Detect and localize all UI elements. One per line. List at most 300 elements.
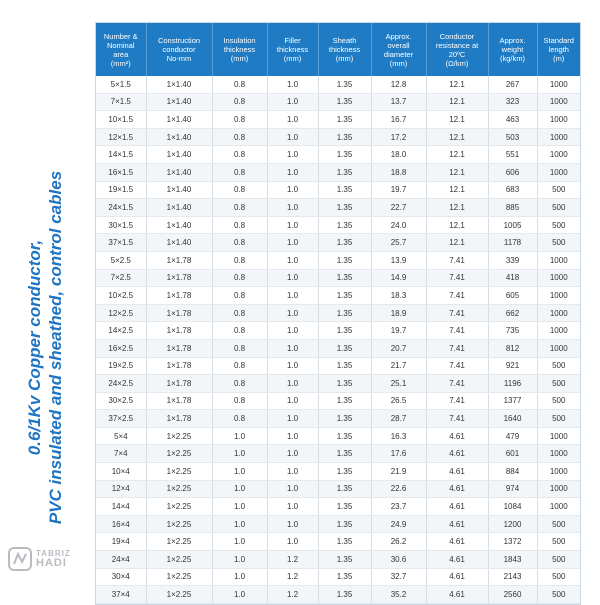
logo [8,545,88,573]
table-cell: 7.41 [426,339,488,357]
column-header-line: area [113,49,129,59]
table-cell: 0.8 [212,322,267,340]
table-cell: 1.35 [318,357,371,375]
column-header [318,23,371,76]
table-cell: 37×2.5 [96,410,146,428]
table-cell: 1.0 [267,146,318,164]
table-cell: 10×1.5 [96,111,146,129]
table-row [96,568,580,586]
table-cell: 1640 [488,410,537,428]
table-cell: 1×2.25 [146,445,212,463]
table-cell: 479 [488,427,537,445]
table-cell: 1000 [537,304,580,322]
table-cell: 1×1.40 [146,234,212,252]
table-cell: 1000 [537,269,580,287]
column-header [488,23,537,76]
table-cell: 1×2.25 [146,533,212,551]
table-cell: 1×1.78 [146,375,212,393]
table-cell: 4.61 [426,568,488,586]
table-cell: 7.41 [426,375,488,393]
table-cell: 12.1 [426,76,488,93]
table-cell: 1000 [537,111,580,129]
table-cell: 1000 [537,93,580,111]
table-cell: 1.35 [318,551,371,569]
table-cell: 812 [488,339,537,357]
table-cell: 339 [488,251,537,269]
table-cell: 12×1.5 [96,128,146,146]
table-cell: 1005 [488,216,537,234]
table-cell: 1.0 [267,322,318,340]
table-cell: 1.0 [267,76,318,93]
table-cell: 21.9 [371,463,426,481]
table-cell: 1.0 [267,163,318,181]
table-cell: 1.0 [212,533,267,551]
table-cell: 500 [537,181,580,199]
table-cell: 1×2.25 [146,568,212,586]
table-cell: 500 [537,199,580,217]
table-cell: 1000 [537,445,580,463]
column-header-line: No-mm [166,54,192,63]
table-cell: 1×1.40 [146,163,212,181]
table-cell: 1×1.40 [146,146,212,164]
column-header-line: Standard [543,36,574,45]
table-cell: 1×2.25 [146,515,212,533]
column-header [267,23,318,76]
table-cell: 1.35 [318,339,371,357]
table-cell: 18.0 [371,146,426,164]
table-cell: 1×1.78 [146,269,212,287]
table-row [96,269,580,287]
table-body [96,76,580,603]
table-cell: 1.0 [212,568,267,586]
table-row [96,163,580,181]
column-header-line: thickness [328,45,361,54]
table-cell: 500 [537,392,580,410]
table-row [96,515,580,533]
column-header [426,23,488,76]
table-cell: 4.61 [426,515,488,533]
table-cell: 0.8 [212,181,267,199]
table-cell: 1.35 [318,76,371,93]
table-cell: 21.7 [371,357,426,375]
table-cell: 1178 [488,234,537,252]
table-cell: 1×1.78 [146,322,212,340]
table-cell: 662 [488,304,537,322]
table-cell: 1000 [537,322,580,340]
column-header-line: Number & [103,31,138,41]
table-cell: 1.35 [318,304,371,322]
column-header-line: (mm) [283,54,302,63]
table-cell: 5×4 [96,427,146,445]
table-cell: 18.3 [371,287,426,305]
table-cell: 7.41 [426,392,488,410]
table-cell: 18.9 [371,304,426,322]
table-cell: 0.8 [212,410,267,428]
table-cell: 16×1.5 [96,163,146,181]
table-cell: 500 [537,568,580,586]
table-cell: 1×1.78 [146,357,212,375]
column-header-line: thickness [276,45,309,54]
table-cell: 1×1.78 [146,251,212,269]
table-row [96,93,580,111]
column-header [537,23,580,76]
table-cell: 10×2.5 [96,287,146,305]
column-header-line: Sheath [332,36,357,45]
table-cell: 500 [537,551,580,569]
table-cell: 1×2.25 [146,463,212,481]
table-cell: 25.1 [371,375,426,393]
table-cell: 1×1.40 [146,111,212,129]
table-cell: 735 [488,322,537,340]
table-cell: 1196 [488,375,537,393]
table-cell: 14×2.5 [96,322,146,340]
table-cell: 463 [488,111,537,129]
table-cell: 12.1 [426,234,488,252]
table-cell: 24×2.5 [96,375,146,393]
table-cell: 0.8 [212,93,267,111]
table-cell: 500 [537,357,580,375]
table-cell: 1084 [488,498,537,516]
table-cell: 19×2.5 [96,357,146,375]
column-header-line: Approx. [499,36,526,45]
table-cell: 500 [537,515,580,533]
table-cell: 1.2 [267,568,318,586]
table-row [96,463,580,481]
table-cell: 1.35 [318,269,371,287]
table-cell: 35.2 [371,586,426,604]
table-cell: 1.0 [267,515,318,533]
table-cell: 1.35 [318,128,371,146]
table-cell: 551 [488,146,537,164]
table-cell: 884 [488,463,537,481]
column-header-line: (mm) [389,58,408,68]
table-cell: 0.8 [212,163,267,181]
table-cell: 418 [488,269,537,287]
table-cell: 1000 [537,287,580,305]
table-row [96,339,580,357]
table-cell: 1372 [488,533,537,551]
table-cell: 1.35 [318,163,371,181]
table-cell: 1.0 [267,111,318,129]
table-row [96,304,580,322]
table-cell: 1.35 [318,498,371,516]
table-cell: 24.9 [371,515,426,533]
table-cell: 1×2.25 [146,498,212,516]
table-cell: 1.35 [318,515,371,533]
table-cell: 4.61 [426,463,488,481]
table-cell: 1.0 [267,93,318,111]
table-cell: 1×1.40 [146,181,212,199]
table-cell: 16.7 [371,111,426,129]
table-cell: 1000 [537,339,580,357]
table-cell: 500 [537,234,580,252]
table-cell: 500 [537,533,580,551]
table-cell: 1.0 [267,128,318,146]
table-cell: 1×1.40 [146,76,212,93]
table-cell: 1.35 [318,463,371,481]
column-header-line: (mm²) [110,58,131,68]
table-cell: 12.1 [426,93,488,111]
side-title-line2: PVC insulated and sheathed, control cables [46,170,65,525]
table-cell: 500 [537,375,580,393]
table-cell: 1.0 [267,375,318,393]
table-cell: 1.35 [318,199,371,217]
column-header-line: Approx. [385,31,412,41]
table-row [96,111,580,129]
table-cell: 1.0 [267,410,318,428]
table-cell: 20.7 [371,339,426,357]
table-cell: 0.8 [212,304,267,322]
table-cell: 1.0 [267,269,318,287]
table-cell: 1.35 [318,251,371,269]
table-row [96,146,580,164]
table-cell: 1×2.25 [146,480,212,498]
table-cell: 1.0 [267,216,318,234]
column-header-line: Conductor [439,31,475,41]
table-cell: 1000 [537,251,580,269]
table-cell: 1×1.40 [146,216,212,234]
table-cell: 1.0 [267,234,318,252]
column-header [146,23,212,76]
table-cell: 7.41 [426,410,488,428]
table-row [96,234,580,252]
table-cell: 7×4 [96,445,146,463]
table-cell: 7.41 [426,304,488,322]
table-cell: 19×4 [96,533,146,551]
table-cell: 1.0 [212,445,267,463]
table-cell: 1×1.78 [146,392,212,410]
column-header-line: (mm) [335,54,354,63]
table-cell: 1.35 [318,568,371,586]
table-cell: 26.5 [371,392,426,410]
table-cell: 1.0 [267,357,318,375]
table-row [96,357,580,375]
table-cell: 0.8 [212,251,267,269]
table-cell: 0.8 [212,111,267,129]
table-cell: 605 [488,287,537,305]
table-cell: 13.9 [371,251,426,269]
table-cell: 1.0 [267,392,318,410]
table-cell: 1.0 [267,339,318,357]
table-cell: 1.35 [318,93,371,111]
table-cell: 12.1 [426,216,488,234]
table-cell: 24×4 [96,551,146,569]
table-cell: 1×1.40 [146,199,212,217]
table-cell: 37×4 [96,586,146,604]
table-cell: 4.61 [426,533,488,551]
table-cell: 1.35 [318,111,371,129]
column-header-line: Construction [157,36,201,45]
table-cell: 26.2 [371,533,426,551]
column-header-line: (kg/km) [500,54,525,63]
table-cell: 1.0 [212,463,267,481]
table-cell: 1×2.25 [146,586,212,604]
table-cell: 1000 [537,128,580,146]
table-row [96,199,580,217]
table-row [96,181,580,199]
table-cell: 37×1.5 [96,234,146,252]
table-cell: 7.41 [426,322,488,340]
logo-text-line2: HADI [36,556,67,569]
table-row [96,445,580,463]
table-row [96,480,580,498]
column-header-line: resistance at [435,40,479,50]
table-cell: 1.0 [212,480,267,498]
table-cell: 1.0 [267,199,318,217]
column-header-line: thickness [223,45,256,54]
table-row [96,76,580,93]
table-cell: 1×2.25 [146,551,212,569]
table-cell: 885 [488,199,537,217]
table-cell: 1.35 [318,445,371,463]
table-cell: 0.8 [212,76,267,93]
table-row [96,216,580,234]
table-cell: 1.35 [318,216,371,234]
table-row [96,427,580,445]
table-cell: 7.41 [426,251,488,269]
table-cell: 14.9 [371,269,426,287]
table-cell: 1×1.40 [146,128,212,146]
column-header-line: overall [387,40,410,50]
table-cell: 4.61 [426,480,488,498]
table-cell: 7.41 [426,357,488,375]
column-header [212,23,267,76]
table-cell: 17.6 [371,445,426,463]
table-cell: 4.61 [426,551,488,569]
table-cell: 1.35 [318,480,371,498]
table-row [96,322,580,340]
table-cell: 4.61 [426,498,488,516]
table-cell: 1.0 [267,181,318,199]
logo-text-line1: TABRIZ [36,548,71,558]
column-header [96,23,146,76]
table-cell: 7.41 [426,269,488,287]
table-cell: 30.6 [371,551,426,569]
table-cell: 1.0 [212,427,267,445]
table-cell: 1.35 [318,146,371,164]
table-row [96,533,580,551]
table-cell: 19×1.5 [96,181,146,199]
table-row [96,410,580,428]
table-cell: 921 [488,357,537,375]
table-cell: 500 [537,410,580,428]
table-row [96,392,580,410]
table-cell: 12.1 [426,181,488,199]
column-header-line: (m) [553,54,565,63]
table-row [96,375,580,393]
table-cell: 1000 [537,427,580,445]
table-cell: 12×2.5 [96,304,146,322]
column-header-line: length [548,45,569,54]
table-cell: 12×4 [96,480,146,498]
table-cell: 1.0 [212,551,267,569]
table-row [96,128,580,146]
table-cell: 23.7 [371,498,426,516]
table-cell: 18.8 [371,163,426,181]
table-row [96,551,580,569]
table-cell: 1200 [488,515,537,533]
table-cell: 1000 [537,498,580,516]
table-cell: 1.0 [212,515,267,533]
table-cell: 267 [488,76,537,93]
table-cell: 28.7 [371,410,426,428]
table-cell: 12.1 [426,111,488,129]
logo-icon [8,547,32,571]
table-cell: 12.1 [426,199,488,217]
table-cell: 1.35 [318,586,371,604]
table-cell: 2143 [488,568,537,586]
table-cell: 12.1 [426,128,488,146]
table-cell: 1.35 [318,181,371,199]
table-cell: 1000 [537,163,580,181]
column-header-line: Filler [284,36,301,45]
column-header-line: Insulation [223,36,256,45]
table-cell: 1.35 [318,533,371,551]
table-cell: 13.7 [371,93,426,111]
table-cell: 4.61 [426,445,488,463]
table-row [96,251,580,269]
table-cell: 0.8 [212,357,267,375]
table-cell: 1×1.40 [146,93,212,111]
table-cell: 1.35 [318,392,371,410]
table-cell: 1.0 [267,445,318,463]
table-row [96,586,580,604]
side-title [6,150,84,545]
table-cell: 601 [488,445,537,463]
table-cell: 0.8 [212,146,267,164]
table-cell: 1000 [537,480,580,498]
table-cell: 30×2.5 [96,392,146,410]
table-cell: 1000 [537,463,580,481]
table-cell: 1.0 [267,498,318,516]
table-cell: 1.35 [318,287,371,305]
table-cell: 503 [488,128,537,146]
table-cell: 1000 [537,76,580,93]
table-cell: 500 [537,216,580,234]
table-cell: 4.61 [426,427,488,445]
table-cell: 1.35 [318,375,371,393]
table-cell: 7×2.5 [96,269,146,287]
table-cell: 1.0 [267,463,318,481]
table-cell: 10×4 [96,463,146,481]
table-cell: 0.8 [212,128,267,146]
table-cell: 16×4 [96,515,146,533]
table-cell: 1.35 [318,410,371,428]
table-cell: 0.8 [212,216,267,234]
table-cell: 1.0 [267,427,318,445]
table-cell: 0.8 [212,269,267,287]
table-cell: 1×2.25 [146,427,212,445]
table-cell: 500 [537,586,580,604]
table-cell: 0.8 [212,375,267,393]
table-cell: 5×2.5 [96,251,146,269]
table-cell: 1.0 [212,586,267,604]
column-header-line: 20ºC [448,49,466,59]
table-cell: 974 [488,480,537,498]
table-cell: 14×1.5 [96,146,146,164]
table-cell: 22.6 [371,480,426,498]
table-cell: 24.0 [371,216,426,234]
table-row [96,498,580,516]
table-cell: 7×1.5 [96,93,146,111]
table-cell: 30×4 [96,568,146,586]
table-cell: 12.8 [371,76,426,93]
table-cell: 19.7 [371,181,426,199]
table-cell: 1.0 [267,287,318,305]
table-cell: 1×1.78 [146,287,212,305]
table-cell: 19.7 [371,322,426,340]
table-cell: 1.2 [267,551,318,569]
